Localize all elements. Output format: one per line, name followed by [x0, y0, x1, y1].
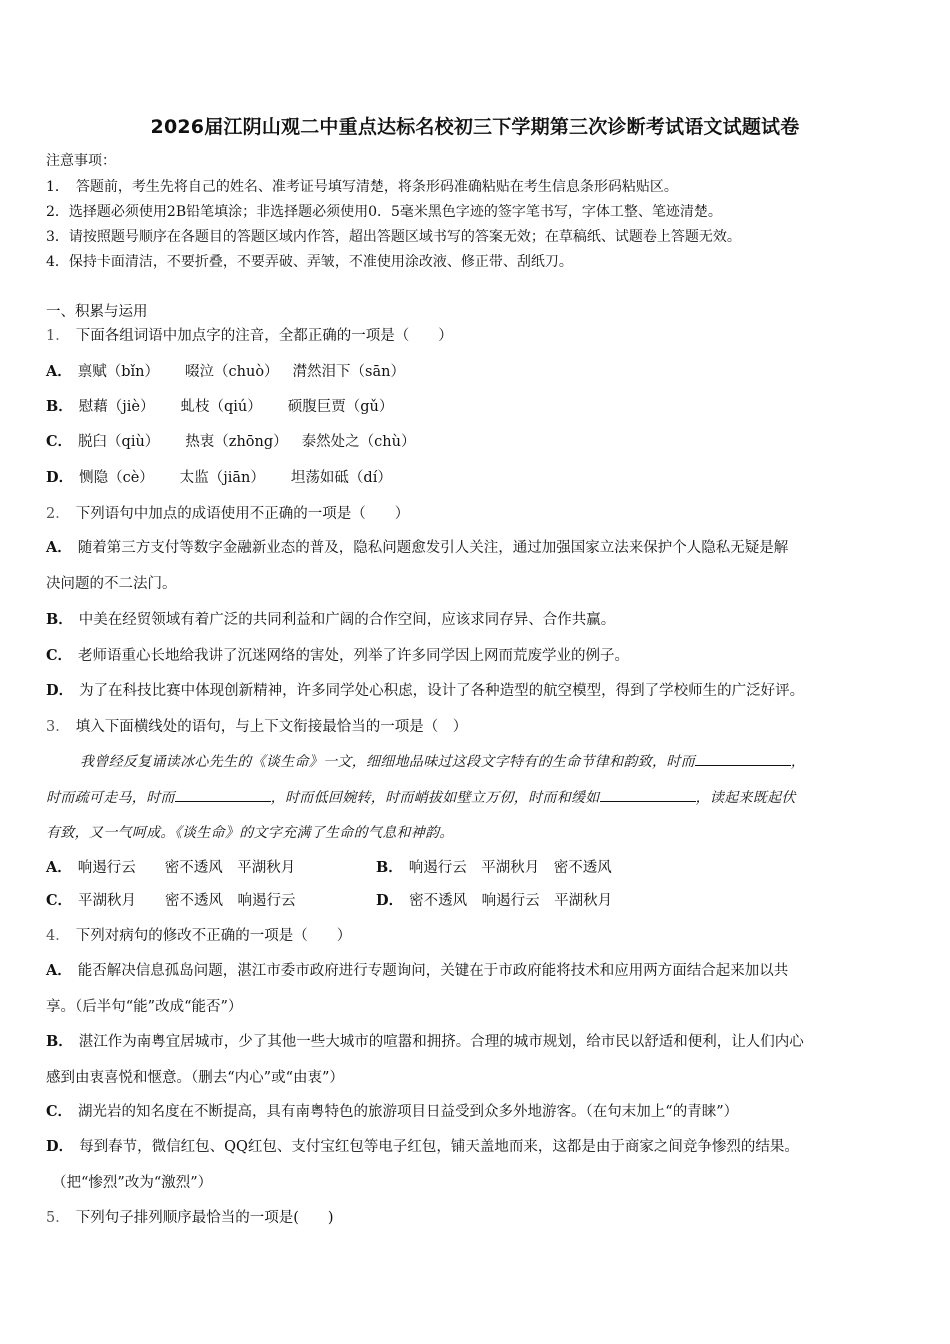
q4-option-b — [46, 1032, 916, 1052]
fill-blank — [600, 787, 696, 802]
notice-heading: 注意事项： — [46, 153, 116, 169]
option-letter: C． — [46, 433, 73, 450]
question-number: 3． — [46, 719, 70, 735]
q3-options-row-2 — [46, 891, 916, 911]
option-letter: D． — [46, 1138, 74, 1155]
option-text: 湛江作为南粤宜居城市，少了其他一些大城市的喧嚣和拥挤。合理的城市规划，给市民以舒适和便利，让人们内心 — [78, 1034, 804, 1050]
passage-line: 有致，又一气呵成。《谈生命》的文字充满了生命的气息和神韵。 — [46, 825, 454, 841]
passage-line — [80, 751, 910, 772]
option-text: 响遏行云 密不透风 平湖秋月 — [77, 860, 296, 876]
option-letter: D． — [376, 892, 404, 909]
question-number: 1． — [46, 328, 70, 344]
option-word: 热衷（zhōng） — [185, 434, 288, 450]
option-word: 啜泣（chuò） — [185, 364, 279, 380]
option-letter: A． — [46, 539, 72, 556]
passage-text: ， — [790, 754, 806, 770]
option-letter: B． — [46, 1033, 73, 1050]
option-letter: C． — [46, 1103, 73, 1120]
option-letter: A． — [46, 859, 72, 876]
question-4 — [46, 926, 916, 946]
option-text: 中美在经贸领域有着广泛的共同利益和广阔的合作空间，应该求同存异、合作共赢。 — [78, 612, 616, 628]
question-stem: 下列语句中加点的成语使用不正确的一项是（ ） — [75, 506, 410, 522]
q4-option-a — [46, 961, 916, 981]
passage-text: 我曾经反复诵读冰心先生的《谈生命》一文，细细地品味过这段文字特有的生命节律和韵致，时而 — [80, 754, 695, 770]
question-number: 2． — [46, 506, 70, 522]
passage-text: ，读起来既起伏 — [695, 790, 796, 806]
question-stem: 下列句子排列顺序最恰当的一项是( ) — [75, 1210, 334, 1226]
option-text: 密不透风 响遏行云 平湖秋月 — [409, 893, 613, 909]
option-letter: C． — [46, 647, 73, 664]
question-stem: 填入下面横线处的语句，与上下文衔接最恰当的一项是（ ） — [75, 719, 468, 735]
question-stem: 下列对病句的修改不正确的一项是（ ） — [75, 928, 352, 944]
fill-blank — [695, 751, 791, 766]
notice-item: 1． 答题前，考生先将自己的姓名、准考证号填写清楚，将条形码准确粘贴在考生信息条形码粘贴区。 — [46, 179, 678, 195]
q4-option-b-cont: 感到由衷喜悦和惬意。（删去“内心”或“由衷”） — [46, 1070, 344, 1086]
option-letter: D． — [46, 469, 74, 486]
question-number: 4． — [46, 928, 70, 944]
question-1 — [46, 326, 916, 346]
option-word: 禀赋（bǐn） — [77, 364, 160, 380]
option-text: 每到春节，微信红包、QQ红包、支付宝红包等电子红包，铺天盖地而来，这都是由于商家之间竞争惨烈的结果。 — [79, 1139, 799, 1155]
option-word: 虬枝（qiú） — [180, 399, 262, 415]
fill-blank — [175, 787, 271, 802]
option-letter: B． — [376, 859, 403, 876]
passage-text: 时而疏可走马，时而 — [46, 790, 175, 806]
q2-option-d — [46, 681, 916, 701]
option-word: 脱臼（qiù） — [78, 434, 160, 450]
option-word: 坦荡如砥（dí） — [290, 470, 392, 486]
option-text: 为了在科技比赛中体现创新精神，许多同学处心积虑，设计了各种造型的航空模型，得到了学校师生的广泛好评。 — [79, 683, 805, 699]
option-word: 慰藉（jiè） — [78, 399, 155, 415]
option-letter: A． — [46, 962, 72, 979]
question-5 — [46, 1208, 916, 1228]
question-number: 5． — [46, 1210, 70, 1226]
option-letter: B． — [46, 398, 73, 415]
option-text: 随着第三方支付等数字金融新业态的普及，隐私问题愈发引人关注，通过加强国家立法来保护个人隐私无疑是解 — [77, 540, 789, 556]
q4-option-d — [46, 1137, 916, 1157]
option-word: 恻隐（cè） — [79, 470, 154, 486]
passage-line — [46, 787, 916, 808]
section-heading: 一、积累与运用 — [46, 304, 148, 320]
option-text: 老师语重心长地给我讲了沉迷网络的害处，列举了许多同学因上网而荒废学业的例子。 — [78, 648, 630, 664]
q1-option-c — [46, 432, 916, 452]
q3-options-row-1 — [46, 858, 916, 878]
q4-option-c — [46, 1102, 916, 1122]
q2-option-b — [46, 610, 916, 630]
notice-item: 2．选择题必须使用2B铅笔填涂；非选择题必须使用0．5毫米黑色字迹的签字笔书写，字体工整、笔迹清楚。 — [46, 204, 722, 220]
passage-text: ，时而低回婉转，时而峭拔如壁立万仞，时而和缓如 — [270, 790, 600, 806]
option-word: 硕腹巨贾（gǔ） — [287, 399, 394, 415]
q1-option-d — [46, 468, 916, 488]
question-stem: 下面各组词语中加点字的注音，全都正确的一项是（ ） — [75, 328, 453, 344]
notice-item: 3．请按照题号顺序在各题目的答题区域内作答，超出答题区域书写的答案无效；在草稿纸、试题卷上答题无效。 — [46, 229, 741, 245]
question-3 — [46, 717, 916, 737]
q4-option-a-cont: 享。（后半句“能”改成“能否”） — [46, 999, 243, 1015]
option-word: 泰然处之（chù） — [301, 434, 416, 450]
option-letter: B． — [46, 611, 73, 628]
option-letter: D． — [46, 682, 74, 699]
option-text: 平湖秋月 密不透风 响遏行云 — [78, 893, 296, 909]
option-text: 湖光岩的知名度在不断提高，具有南粤特色的旅游项目日益受到众多外地游客。（在句末加上“的青睐”） — [78, 1104, 739, 1120]
option-text: 能否解决信息孤岛问题，湛江市委市政府进行专题询问，关键在于市政府能将技术和应用两方面结合起来加以共 — [77, 963, 789, 979]
q2-option-a-cont: 决问题的不二法门。 — [46, 576, 177, 592]
q1-option-a — [46, 362, 916, 382]
page-title: 2026届江阴山观二中重点达标名校初三下学期第三次诊断考试语文试题试卷 — [150, 116, 800, 138]
option-word: 太监（jiān） — [179, 470, 265, 486]
option-letter: C． — [46, 892, 73, 909]
q2-option-c — [46, 646, 916, 666]
option-letter: A． — [46, 363, 72, 380]
q2-option-a — [46, 538, 916, 558]
option-text: 响遏行云 平湖秋月 密不透风 — [408, 860, 612, 876]
notice-item: 4．保持卡面清洁，不要折叠，不要弄破、弄皱，不准使用涂改液、修正带、刮纸刀。 — [46, 254, 573, 270]
q4-option-d-cont: （把“惨烈”改为“激烈”） — [52, 1175, 213, 1191]
option-word: 潸然泪下（sān） — [292, 364, 405, 380]
question-2 — [46, 504, 916, 524]
q1-option-b — [46, 397, 916, 417]
